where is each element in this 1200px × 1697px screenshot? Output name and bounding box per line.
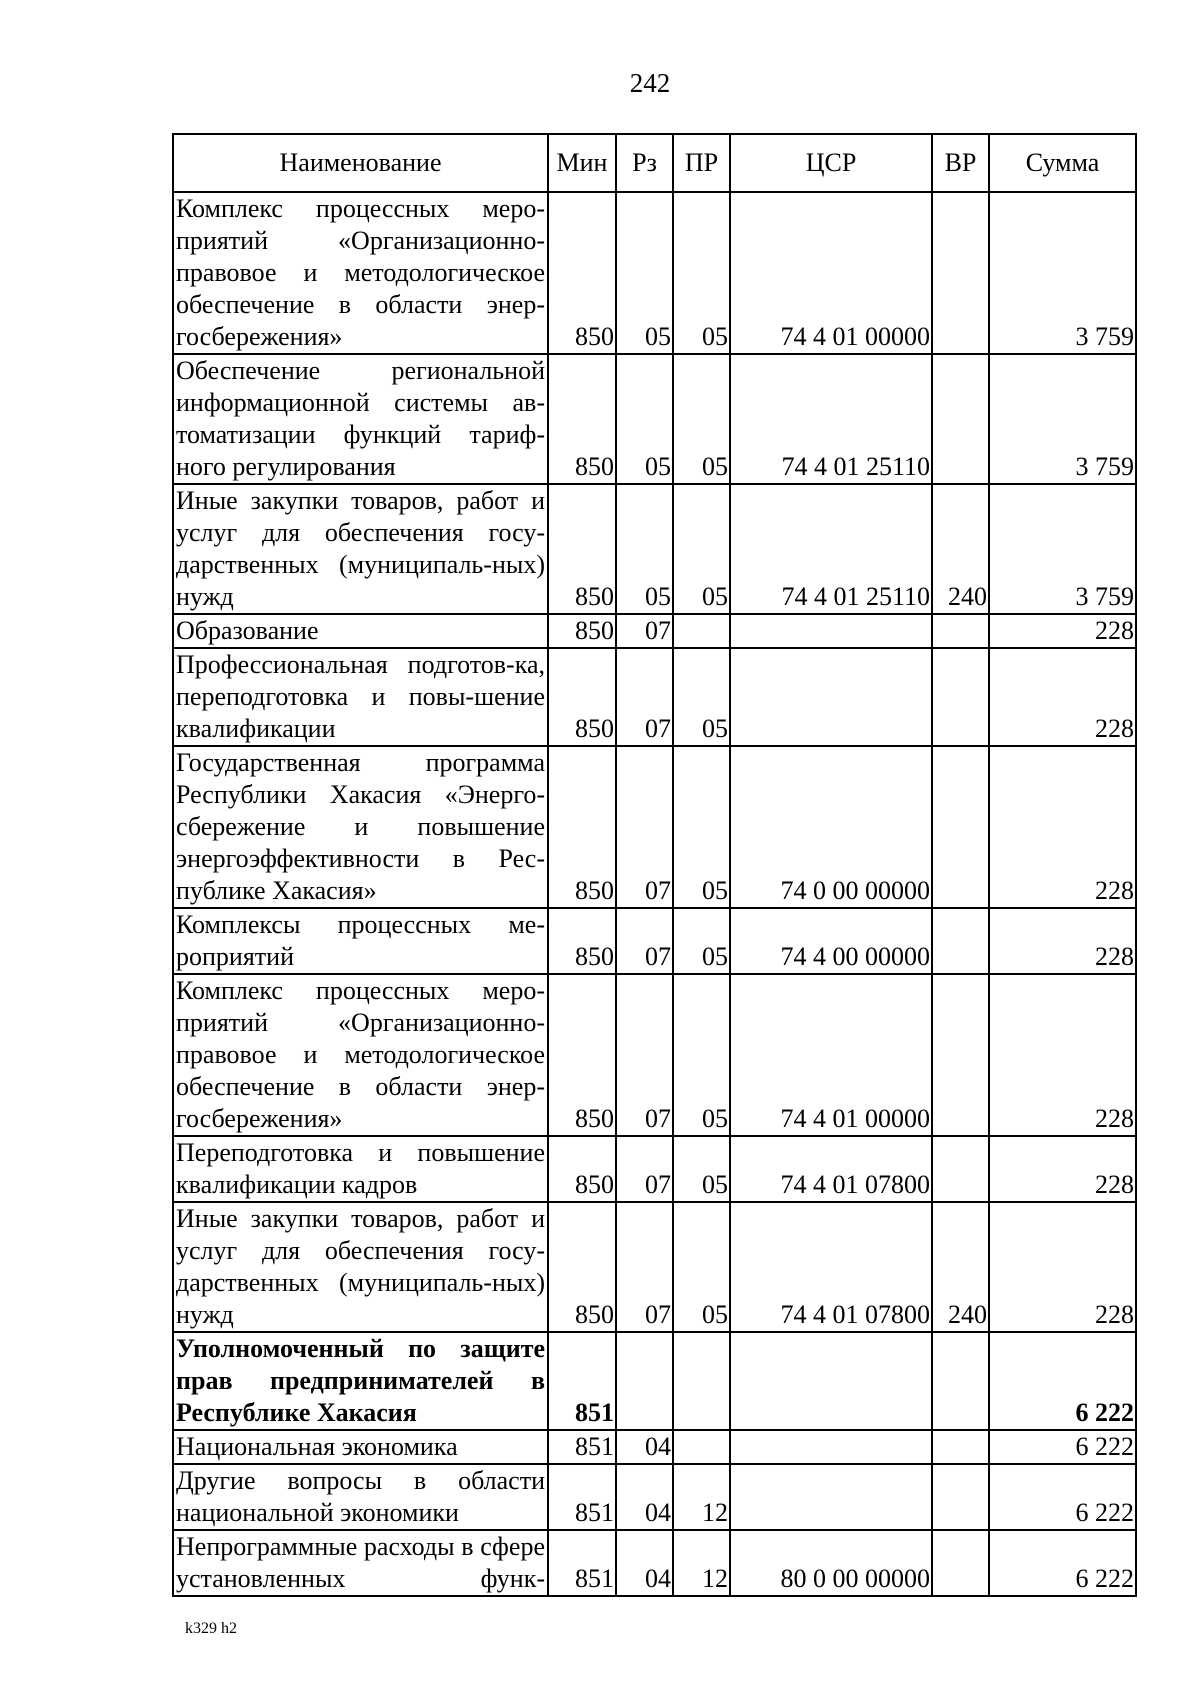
row-rz: 07 bbox=[616, 974, 673, 1136]
row-sum: 3 759 bbox=[989, 354, 1136, 484]
row-vr bbox=[932, 1430, 989, 1464]
row-pr: 05 bbox=[673, 354, 730, 484]
table-row bbox=[173, 1202, 1136, 1332]
row-pr: 05 bbox=[673, 192, 730, 354]
row-pr: 12 bbox=[673, 1530, 730, 1596]
table-row bbox=[173, 1430, 1136, 1464]
row-vr bbox=[932, 648, 989, 746]
row-sum: 6 222 bbox=[989, 1430, 1136, 1464]
row-csr: 74 4 00 00000 bbox=[730, 908, 932, 974]
row-name: Переподготовка и повышение квалификации кадров bbox=[173, 1136, 548, 1202]
row-csr bbox=[730, 1464, 932, 1530]
row-vr bbox=[932, 354, 989, 484]
table-row bbox=[173, 354, 1136, 484]
header-rz: Рз bbox=[616, 134, 673, 192]
row-vr bbox=[932, 614, 989, 648]
page-number: 242 bbox=[629, 68, 671, 98]
table-row bbox=[173, 192, 1136, 354]
row-name: Образование bbox=[173, 614, 548, 648]
row-name: Профессиональная подготов-ка, переподготовка и повы-шение квалификации bbox=[173, 648, 548, 746]
table-row bbox=[173, 1136, 1136, 1202]
row-vr bbox=[932, 192, 989, 354]
budget-table bbox=[172, 133, 1137, 1597]
row-pr: 05 bbox=[673, 1202, 730, 1332]
row-rz: 07 bbox=[616, 648, 673, 746]
table-row bbox=[173, 908, 1136, 974]
row-csr: 80 0 00 00000 bbox=[730, 1530, 932, 1596]
table-row bbox=[173, 484, 1136, 614]
row-rz: 07 bbox=[616, 614, 673, 648]
row-sum: 228 bbox=[989, 1202, 1136, 1332]
row-csr: 74 4 01 07800 bbox=[730, 1136, 932, 1202]
row-name: Уполномоченный по защите прав предпринимателей в Республике Хакасия bbox=[173, 1332, 548, 1430]
row-csr: 74 4 01 25110 bbox=[730, 354, 932, 484]
row-pr: 05 bbox=[673, 484, 730, 614]
row-name: Обеспечение региональной информационной системы ав-томатизации функций тариф-ного регулирования bbox=[173, 354, 548, 484]
row-pr bbox=[673, 614, 730, 648]
row-min: 851 bbox=[548, 1430, 616, 1464]
table-row bbox=[173, 974, 1136, 1136]
row-sum: 6 222 bbox=[989, 1530, 1136, 1596]
header-sum: Сумма bbox=[989, 134, 1136, 192]
row-name: Комплексы процессных ме-роприятий bbox=[173, 908, 548, 974]
row-vr bbox=[932, 1136, 989, 1202]
row-name: Комплекс процессных меро-приятий «Организационно-правовое и методологическое обеспечение в области энер-госбережения» bbox=[173, 192, 548, 354]
row-name: Национальная экономика bbox=[173, 1430, 548, 1464]
row-csr bbox=[730, 614, 932, 648]
row-name: Государственная программа Республики Хакасия «Энерго-сбережение и повышение энергоэффективности в Рес-публике Хакасия» bbox=[173, 746, 548, 908]
row-min: 850 bbox=[548, 484, 616, 614]
row-pr: 05 bbox=[673, 908, 730, 974]
footer-code: k329 h2 bbox=[185, 1620, 237, 1637]
row-pr bbox=[673, 1332, 730, 1430]
row-vr bbox=[932, 974, 989, 1136]
row-pr: 05 bbox=[673, 648, 730, 746]
row-csr bbox=[730, 1332, 932, 1430]
table-row bbox=[173, 1464, 1136, 1530]
row-vr: 240 bbox=[932, 484, 989, 614]
row-sum: 228 bbox=[989, 974, 1136, 1136]
row-min: 850 bbox=[548, 908, 616, 974]
row-pr: 05 bbox=[673, 1136, 730, 1202]
row-min: 850 bbox=[548, 974, 616, 1136]
row-rz: 07 bbox=[616, 746, 673, 908]
row-name: Другие вопросы в области национальной экономики bbox=[173, 1464, 548, 1530]
row-min: 851 bbox=[548, 1530, 616, 1596]
row-vr bbox=[932, 746, 989, 908]
row-sum: 3 759 bbox=[989, 192, 1136, 354]
row-sum: 6 222 bbox=[989, 1332, 1136, 1430]
row-rz: 04 bbox=[616, 1530, 673, 1596]
row-min: 851 bbox=[548, 1464, 616, 1530]
row-sum: 3 759 bbox=[989, 484, 1136, 614]
row-pr bbox=[673, 1430, 730, 1464]
row-rz: 07 bbox=[616, 908, 673, 974]
header-pr: ПР bbox=[673, 134, 730, 192]
row-rz: 07 bbox=[616, 1136, 673, 1202]
row-csr: 74 0 00 00000 bbox=[730, 746, 932, 908]
row-vr: 240 bbox=[932, 1202, 989, 1332]
header-vr: ВР bbox=[932, 134, 989, 192]
row-vr bbox=[932, 1530, 989, 1596]
row-rz: 04 bbox=[616, 1430, 673, 1464]
row-csr: 74 4 01 00000 bbox=[730, 192, 932, 354]
header-min: Мин bbox=[548, 134, 616, 192]
table-row bbox=[173, 1332, 1136, 1430]
row-rz bbox=[616, 1332, 673, 1430]
row-pr: 05 bbox=[673, 746, 730, 908]
row-min: 850 bbox=[548, 648, 616, 746]
row-min: 850 bbox=[548, 614, 616, 648]
row-rz: 05 bbox=[616, 484, 673, 614]
row-pr: 05 bbox=[673, 974, 730, 1136]
row-name: Комплекс процессных меро-приятий «Организационно-правовое и методологическое обеспечение в области энер-госбережения» bbox=[173, 974, 548, 1136]
row-rz: 05 bbox=[616, 192, 673, 354]
row-vr bbox=[932, 1332, 989, 1430]
row-sum: 228 bbox=[989, 648, 1136, 746]
row-csr: 74 4 01 07800 bbox=[730, 1202, 932, 1332]
row-min: 851 bbox=[548, 1332, 616, 1430]
row-csr bbox=[730, 648, 932, 746]
row-min: 850 bbox=[548, 1202, 616, 1332]
row-name: Иные закупки товаров, работ и услуг для обеспечения госу-дарственных (муниципаль-ных) нужд bbox=[173, 1202, 548, 1332]
row-min: 850 bbox=[548, 1136, 616, 1202]
table-row bbox=[173, 746, 1136, 908]
table-header-row bbox=[173, 134, 1136, 192]
row-csr: 74 4 01 00000 bbox=[730, 974, 932, 1136]
row-sum: 228 bbox=[989, 746, 1136, 908]
row-vr bbox=[932, 1464, 989, 1530]
row-name: Иные закупки товаров, работ и услуг для обеспечения госу-дарственных (муниципаль-ных) нужд bbox=[173, 484, 548, 614]
row-rz: 05 bbox=[616, 354, 673, 484]
row-sum: 228 bbox=[989, 1136, 1136, 1202]
row-min: 850 bbox=[548, 192, 616, 354]
header-name: Наименование bbox=[173, 134, 548, 192]
row-name: Непрограммные расходы в сфере установленных функ- bbox=[173, 1530, 548, 1596]
row-csr bbox=[730, 1430, 932, 1464]
row-rz: 07 bbox=[616, 1202, 673, 1332]
row-rz: 04 bbox=[616, 1464, 673, 1530]
header-csr: ЦСР bbox=[730, 134, 932, 192]
row-sum: 228 bbox=[989, 908, 1136, 974]
row-sum: 6 222 bbox=[989, 1464, 1136, 1530]
row-csr: 74 4 01 25110 bbox=[730, 484, 932, 614]
table-row bbox=[173, 1530, 1136, 1596]
row-pr: 12 bbox=[673, 1464, 730, 1530]
table-row bbox=[173, 648, 1136, 746]
row-sum: 228 bbox=[989, 614, 1136, 648]
table-row bbox=[173, 614, 1136, 648]
row-min: 850 bbox=[548, 354, 616, 484]
row-vr bbox=[932, 908, 989, 974]
row-min: 850 bbox=[548, 746, 616, 908]
